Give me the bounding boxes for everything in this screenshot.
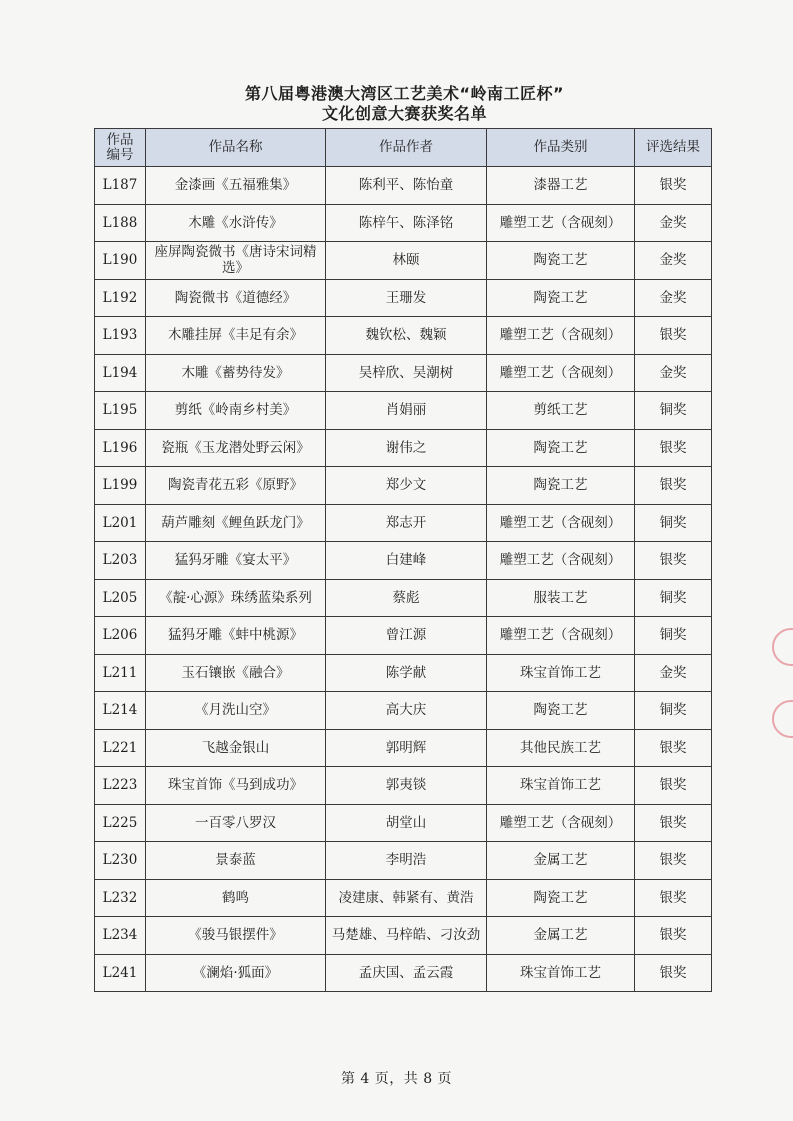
cell-work-number: L211: [95, 654, 146, 692]
cell-work-category: 陶瓷工艺: [487, 467, 635, 505]
cell-work-author: 郑志开: [326, 504, 487, 542]
cell-result: 银奖: [635, 842, 712, 880]
document-subtitle: 文化创意大赛获奖名单: [321, 104, 487, 123]
cell-result: 银奖: [635, 767, 712, 805]
cell-result: 银奖: [635, 954, 712, 992]
cell-work-number: L190: [95, 242, 146, 280]
cell-work-author: 陈利平、陈怡童: [326, 167, 487, 205]
table-row: [95, 842, 712, 880]
cell-work-author: 陈梓午、陈泽铭: [326, 204, 487, 242]
cell-work-category: 雕塑工艺（含砚刻）: [487, 542, 635, 580]
cell-result: 铜奖: [635, 692, 712, 730]
cell-work-author: 孟庆国、孟云霞: [326, 954, 487, 992]
header-work-name: 作品名称: [146, 129, 326, 167]
cell-work-category: 雕塑工艺（含砚刻）: [487, 504, 635, 542]
cell-result: 金奖: [635, 354, 712, 392]
cell-work-number: L241: [95, 954, 146, 992]
cell-work-author: 林颐: [326, 242, 487, 280]
cell-work-name: 猛犸牙雕《宴太平》: [146, 542, 326, 580]
cell-work-number: L192: [95, 279, 146, 317]
cell-work-name: 玉石镶嵌《融合》: [146, 654, 326, 692]
cell-work-author: 陈学献: [326, 654, 487, 692]
cell-work-category: 陶瓷工艺: [487, 879, 635, 917]
cell-work-number: L234: [95, 917, 146, 955]
cell-work-author: 谢伟之: [326, 429, 487, 467]
table-row: [95, 467, 712, 505]
cell-work-name: 木雕《水浒传》: [146, 204, 326, 242]
cell-work-author: 肖娟丽: [326, 392, 487, 430]
table-row: [95, 879, 712, 917]
cell-work-number: L201: [95, 504, 146, 542]
table-row: [95, 579, 712, 617]
document-title: 第八届粤港澳大湾区工艺美术“岭南工匠杯”: [244, 84, 565, 103]
table-row: [95, 917, 712, 955]
table-row: [95, 392, 712, 430]
table-row: [95, 317, 712, 355]
table-row: [95, 204, 712, 242]
cell-work-category: 金属工艺: [487, 917, 635, 955]
cell-work-name: 《骏马银摆件》: [146, 917, 326, 955]
cell-work-name: 景泰蓝: [146, 842, 326, 880]
cell-work-category: 珠宝首饰工艺: [487, 654, 635, 692]
cell-work-category: 漆器工艺: [487, 167, 635, 205]
cell-work-author: 蔡彪: [326, 579, 487, 617]
cell-work-name: 《靛·心源》珠绣蓝染系列: [146, 579, 326, 617]
table-row: [95, 767, 712, 805]
cell-result: 金奖: [635, 204, 712, 242]
cell-work-author: 白建峰: [326, 542, 487, 580]
cell-work-category: 珠宝首饰工艺: [487, 954, 635, 992]
table-row: [95, 954, 712, 992]
cell-work-category: 雕塑工艺（含砚刻）: [487, 804, 635, 842]
header-work-category: 作品类别: [487, 129, 635, 167]
cell-work-author: 李明浩: [326, 842, 487, 880]
seal-stamp-fragment: [772, 700, 793, 738]
cell-work-number: L206: [95, 617, 146, 655]
cell-work-name: 一百零八罗汉: [146, 804, 326, 842]
cell-result: 银奖: [635, 917, 712, 955]
cell-work-author: 凌建康、韩紧有、黄浩: [326, 879, 487, 917]
cell-work-name: 《澜焰·狐面》: [146, 954, 326, 992]
cell-work-category: 剪纸工艺: [487, 392, 635, 430]
page-footer: 第 4 页，共 8 页: [340, 1071, 453, 1087]
cell-work-category: 陶瓷工艺: [487, 279, 635, 317]
cell-work-name: 珠宝首饰《马到成功》: [146, 767, 326, 805]
cell-work-number: L223: [95, 767, 146, 805]
cell-result: 银奖: [635, 167, 712, 205]
cell-work-category: 陶瓷工艺: [487, 242, 635, 280]
cell-result: 金奖: [635, 279, 712, 317]
table-row: [95, 242, 712, 280]
cell-work-author: 马楚雄、马梓皓、刁汝劲: [326, 917, 487, 955]
cell-work-number: L230: [95, 842, 146, 880]
cell-work-number: L199: [95, 467, 146, 505]
table-row: [95, 504, 712, 542]
cell-work-category: 雕塑工艺（含砚刻）: [487, 317, 635, 355]
table-row: [95, 279, 712, 317]
cell-work-name: 木雕挂屏《丰足有余》: [146, 317, 326, 355]
cell-result: 银奖: [635, 879, 712, 917]
cell-result: 银奖: [635, 467, 712, 505]
cell-work-number: L205: [95, 579, 146, 617]
cell-work-category: 陶瓷工艺: [487, 692, 635, 730]
cell-work-name: 瓷瓶《玉龙潜处野云闲》: [146, 429, 326, 467]
header-work-number: [95, 129, 146, 167]
cell-work-category: 雕塑工艺（含砚刻）: [487, 354, 635, 392]
cell-result: 银奖: [635, 804, 712, 842]
table-row: [95, 354, 712, 392]
table-row: [95, 429, 712, 467]
cell-work-author: 曾江源: [326, 617, 487, 655]
cell-work-number: L232: [95, 879, 146, 917]
cell-work-number: L203: [95, 542, 146, 580]
cell-result: 银奖: [635, 542, 712, 580]
cell-work-name: 木雕《蓄势待发》: [146, 354, 326, 392]
header-work-author: 作品作者: [326, 129, 487, 167]
cell-work-name: 座屏陶瓷微书《唐诗宋词精选》: [146, 242, 326, 280]
seal-stamp-fragment: [772, 628, 793, 666]
cell-work-number: L196: [95, 429, 146, 467]
cell-work-name: 陶瓷微书《道德经》: [146, 279, 326, 317]
cell-work-number: L214: [95, 692, 146, 730]
cell-result: 银奖: [635, 729, 712, 767]
cell-work-author: 魏钦松、魏颖: [326, 317, 487, 355]
cell-result: 铜奖: [635, 504, 712, 542]
header-work-number-line1: 作品: [106, 131, 134, 148]
cell-work-name: 飞越金银山: [146, 729, 326, 767]
cell-work-name: 金漆画《五福雅集》: [146, 167, 326, 205]
cell-result: 铜奖: [635, 617, 712, 655]
cell-work-number: L194: [95, 354, 146, 392]
cell-work-author: 郭明辉: [326, 729, 487, 767]
cell-result: 金奖: [635, 242, 712, 280]
cell-work-number: L187: [95, 167, 146, 205]
cell-work-author: 王珊发: [326, 279, 487, 317]
awards-table: [94, 128, 712, 992]
cell-result: 金奖: [635, 654, 712, 692]
cell-work-category: 其他民族工艺: [487, 729, 635, 767]
cell-work-category: 服装工艺: [487, 579, 635, 617]
cell-work-author: 胡堂山: [326, 804, 487, 842]
cell-work-number: L193: [95, 317, 146, 355]
table-row: [95, 804, 712, 842]
cell-result: 铜奖: [635, 579, 712, 617]
table-body: [95, 167, 712, 992]
table-row: [95, 692, 712, 730]
cell-work-author: 高大庆: [326, 692, 487, 730]
cell-work-name: 葫芦雕刻《鲤鱼跃龙门》: [146, 504, 326, 542]
header-result: 评选结果: [635, 129, 712, 167]
cell-result: 银奖: [635, 429, 712, 467]
table-row: [95, 542, 712, 580]
cell-work-number: L195: [95, 392, 146, 430]
cell-result: 铜奖: [635, 392, 712, 430]
cell-work-author: 吴梓欣、吴潮树: [326, 354, 487, 392]
cell-work-category: 珠宝首饰工艺: [487, 767, 635, 805]
header-work-number-line2: 编号: [106, 146, 134, 163]
table-row: [95, 167, 712, 205]
cell-work-category: 雕塑工艺（含砚刻）: [487, 204, 635, 242]
cell-work-category: 雕塑工艺（含砚刻）: [487, 617, 635, 655]
cell-work-number: L225: [95, 804, 146, 842]
cell-work-name: 陶瓷青花五彩《原野》: [146, 467, 326, 505]
table-row: [95, 654, 712, 692]
cell-work-number: L188: [95, 204, 146, 242]
cell-work-category: 金属工艺: [487, 842, 635, 880]
cell-work-name: 猛犸牙雕《蚌中桃源》: [146, 617, 326, 655]
cell-work-author: 郑少文: [326, 467, 487, 505]
cell-result: 银奖: [635, 317, 712, 355]
cell-work-name: 鹤鸣: [146, 879, 326, 917]
cell-work-name: 剪纸《岭南乡村美》: [146, 392, 326, 430]
cell-work-number: L221: [95, 729, 146, 767]
cell-work-author: 郭夷锬: [326, 767, 487, 805]
cell-work-name: 《月洗山空》: [146, 692, 326, 730]
cell-work-category: 陶瓷工艺: [487, 429, 635, 467]
table-row: [95, 729, 712, 767]
table-row: [95, 617, 712, 655]
table-header-row: [95, 129, 712, 167]
